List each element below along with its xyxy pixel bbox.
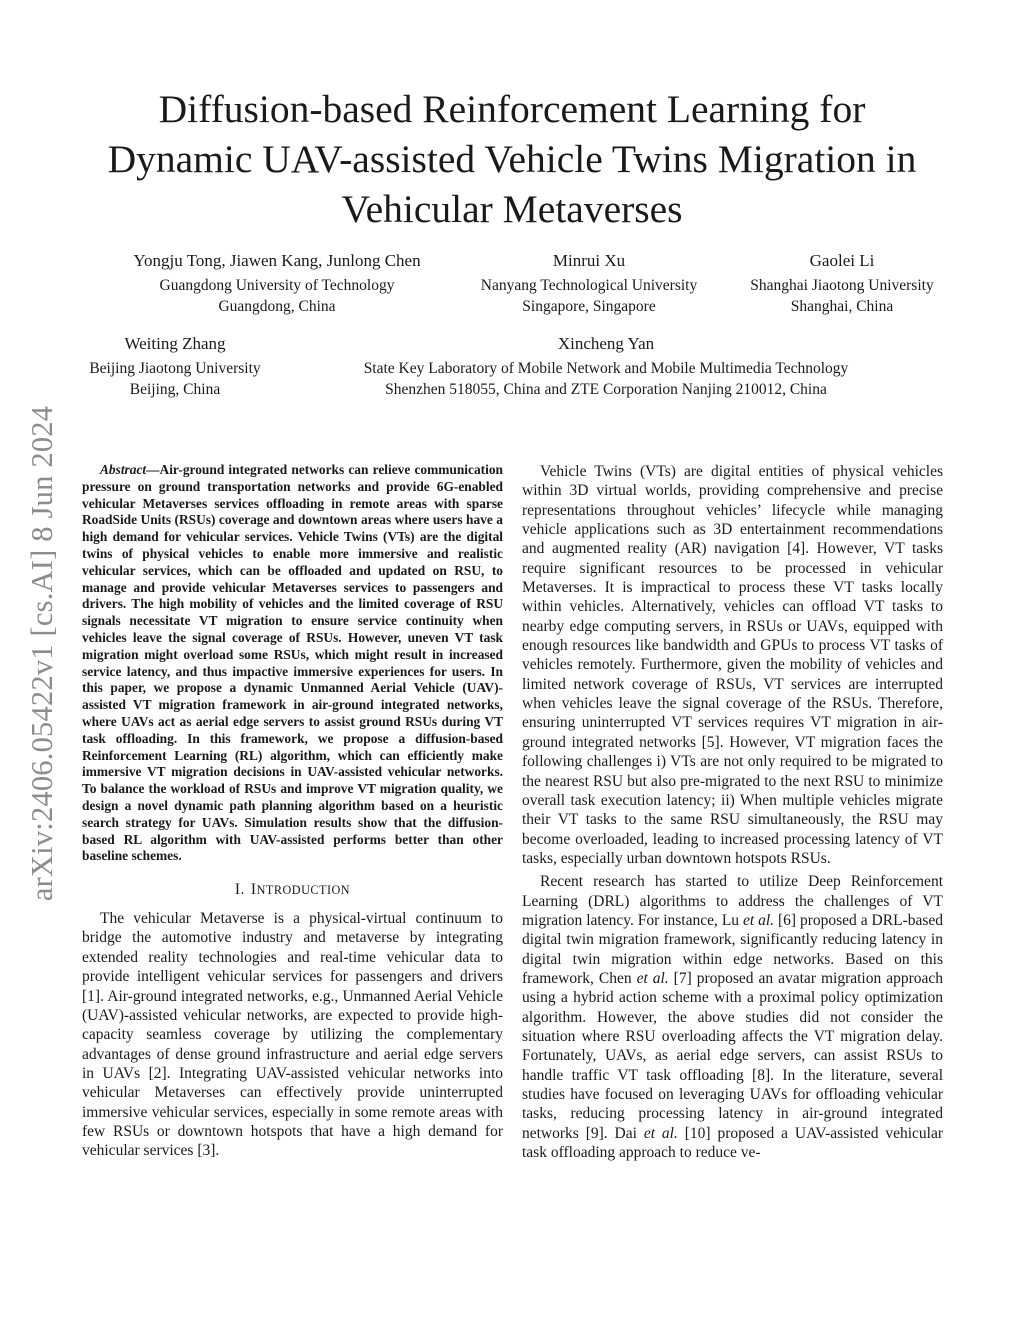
title-line: Vehicular Metaverses: [341, 187, 683, 231]
text-run: Recent research has started to utilize Deep Reinforcement Learning (DRL) algorithms to address the challenges of VT migration latency. For instance, Lu: [522, 873, 943, 929]
paper-title: [80, 84, 944, 234]
author-names: Xincheng Yan: [557, 334, 655, 353]
arxiv-id-text: arXiv:2406.05422v1 [cs.AI] 8 Jun 2024: [25, 405, 60, 901]
author-block: [316, 333, 896, 400]
author-affiliation: Nanyang Technological University: [480, 277, 698, 294]
author-affiliation: State Key Laboratory of Mobile Network and Mobile Multimedia Technology: [363, 360, 849, 377]
author-names: Gaolei Li: [809, 251, 875, 270]
abstract: [82, 462, 503, 865]
citation-etal: et al.: [636, 969, 669, 987]
author-block: [68, 333, 282, 400]
author-location: Shenzhen 518055, China and ZTE Corporation Nanjing 210012, China: [385, 381, 827, 398]
section-number: I.: [234, 881, 245, 899]
author-affiliation: Beijing Jiaotong University: [89, 360, 261, 377]
title-line: Diffusion-based Reinforcement Learning for: [158, 87, 866, 131]
citation-etal: et al.: [742, 911, 775, 929]
author-names: Minrui Xu: [552, 251, 626, 270]
section-title-rest: NTRODUCTION: [256, 883, 351, 898]
author-location: Beijing, China: [129, 381, 221, 398]
right-column: [522, 462, 943, 1162]
text-run: [6] proposed a DRL-based digital twin migration framework, significantly reducing latency in digital twin migration within edge networks. Based on this framework, Chen: [522, 911, 943, 987]
body-paragraph-vehicle-twins: Vehicle Twins (VTs) are digital entities of physical vehicles within 3D virtual worlds, providing comprehensive and precise representations throughout vehicles’ lifecycle while managing vehicle applications such as 3D entertainment recommendations and augmented reality (AR) navigation [4]. However, VT tasks require significant resources to be processed in vehicular Metaverses. It is impractical to process these VT tasks locally within vehicles. Alternatively, vehicles can offload VT tasks to nearby edge computing servers, in RSUs or UAVs, equipped with enough resources like bandwidth and GPUs to process VT tasks of vehicles remotely. Furthermore, given the mobility of vehicles and limited network coverage of RSUs, VT services are interrupted when vehicles leave the signal coverage of the RSUs. Therefore, ensuring uninterrupted VT services requires VT migration in air-ground integrated networks [5]. However, VT migration faces the following challenges i) VTs are not only required to be migrated to the nearest RSU but also pre-migrated to the next RSU to minimize overall task execution latency; ii) When multiple vehicles migrate their VT tasks to the same RSU simultaneously, the RSU may become overloaded, leading to increased processing latency of VT tasks, especially urban downtown hotspots RSUs.: [522, 463, 943, 867]
author-block: [732, 250, 952, 317]
section-heading-introduction: [82, 881, 503, 899]
title-line: Dynamic UAV-assisted Vehicle Twins Migration in: [107, 137, 917, 181]
intro-paragraph: The vehicular Metaverse is a physical-virtual continuum to bridge the automotive industry and metaverse by integrating extended reality technologies and real-time vehicular data to provide intelligent vehicular services for passengers and drivers [1]. Air-ground integrated networks, e.g., Unmanned Aerial Vehicle (UAV)-assisted vehicular networks, are expected to provide high-capacity seamless coverage by utilizing the complementary advantages of dense ground infrastructure and aerial edge servers in UAVs [2]. Integrating UAV-assisted vehicular networks into vehicular Metaverses can effectively provide uninterrupted immersive vehicular services, especially in some remote areas with few RSUs or downtown hotspots that have a high demand for vehicular services [3].: [82, 910, 503, 1160]
left-column: [82, 462, 503, 1161]
body-paragraph-recent-research: [522, 872, 943, 1162]
author-location: Guangdong, China: [218, 298, 336, 315]
author-affiliation: Guangdong University of Technology: [159, 277, 395, 294]
citation-etal: et al.: [643, 1124, 678, 1142]
author-location: Shanghai, China: [790, 298, 894, 315]
section-title-initial: I: [250, 881, 257, 899]
abstract-text: Air-ground integrated networks can relieve communication pressure on ground transportation networks and provide 6G-enabled vehicular Metaverses services offloading in remote areas with sparse RoadSide Units (RSUs) coverage and downtown areas where users have a high demand for vehicular services. Vehicle Twins (VTs) are the digital twins of physical vehicles to enable more immersive and realistic vehicular services, which can be offloaded and updated on RSU, to manage and provide vehicular Metaverses services to passengers and drivers. The high mobility of vehicles and the limited coverage of RSU signals necessitate VT migration to ensure service continuity when vehicles leave the signal coverage of RSUs. However, uneven VT task migration might overload some RSUs, which might result in increased service latency, and thus impactive immersive experiences for users. In this paper, we propose a dynamic Unmanned Aerial Vehicle (UAV)-assisted VT migration framework in air-ground integrated networks, where UAVs act as aerial edge servers to assist ground RSUs during VT task offloading. In this framework, we propose a diffusion-based Reinforcement Learning (RL) algorithm, which can efficiently make immersive VT migration decisions in UAV-assisted vehicular networks. To balance the workload of RSUs and improve VT migration quality, we design a novel dynamic path planning algorithm based on a heuristic search strategy for UAVs. Simulation results show that the diffusion-based RL algorithm with UAV-assisted performs better than other baseline schemes.: [82, 462, 503, 864]
author-block: [108, 250, 446, 317]
author-names: Yongju Tong, Jiawen Kang, Junlong Chen: [133, 251, 421, 270]
arxiv-identifier-stamp: [12, 368, 74, 938]
text-run: [7] proposed an avatar migration approach using a hybrid action scheme with a proximal policy optimization algorithm. However, the above studies did not consider the situation where RSU overloading affects the VT migration delay. Fortunately, UAVs, as aerial edge servers, can assist RSUs to handle traffic VT task offloading [8]. In the literature, several studies have focused on leveraging UAVs for offloading vehicular tasks, reducing processing latency in air-ground integrated networks [9]. Dai: [522, 969, 944, 1142]
author-affiliation: Shanghai Jiaotong University: [750, 277, 934, 294]
abstract-label: Abstract—: [100, 462, 160, 477]
text-run: [10] proposed a UAV-assisted vehicular task offloading approach to reduce ve-: [522, 1124, 944, 1162]
author-names: Weiting Zhang: [124, 334, 226, 353]
author-location: Singapore, Singapore: [522, 298, 656, 315]
author-block: [459, 250, 719, 317]
